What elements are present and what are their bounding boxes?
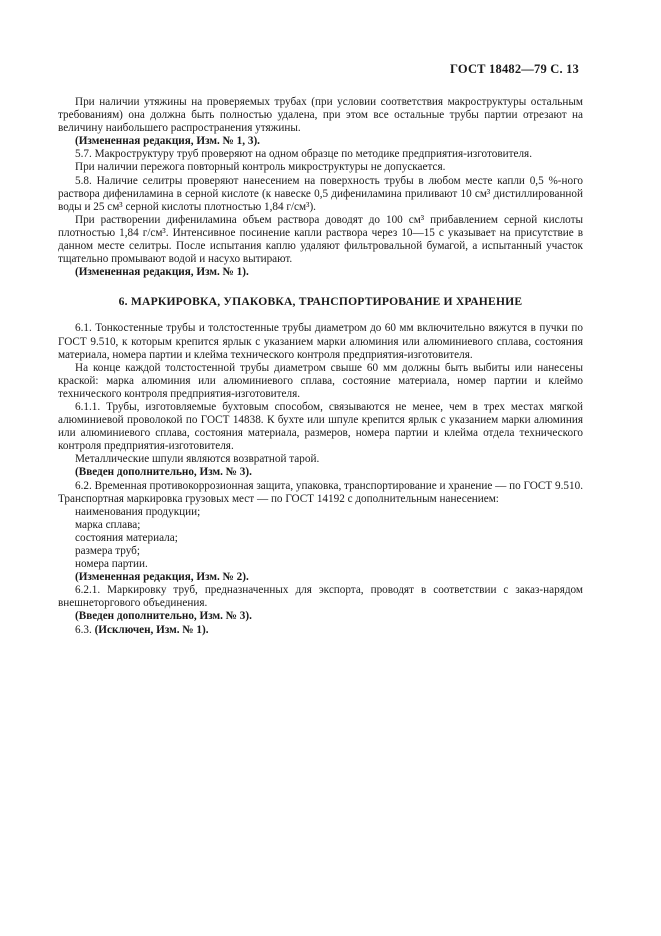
paragraph: 5.7. Макроструктуру труб проверяют на одном образце по методике предприятия-изготовителя. [75, 148, 532, 161]
amendment-note: (Измененная редакция, Изм. № 1). [75, 266, 249, 279]
paragraph: 6.2.1. Маркировку труб, предназначенных для экспорта, проводят в соответствии с заказ-нарядом внешнеторгового объединения. [58, 584, 583, 610]
paragraph: На конце каждой толстостенной трубы диаметром свыше 60 мм должны быть выбиты или нанесены краской: марка алюминия или алюминиевого сплава, состояние материала, номер партии и клеймо технического контроля предприятия-изготовителя. [58, 361, 583, 400]
paragraph: Металлические шпули являются возвратной тарой. [75, 453, 320, 466]
page-header: ГОСТ 18482—79 С. 13 [450, 62, 579, 76]
amendment-note: (Исключен, Изм. № 1). [94, 623, 209, 636]
marking-list [58, 506, 583, 571]
document-body [58, 96, 583, 637]
paragraph: 6.1. Тонкостенные трубы и толстостенные трубы диаметром до 60 мм включительно вяжутся в пучки по ГОСТ 9.510, к которым крепится ярлык с указанием марки алюминия или алюминиевого сплава, состояния материала, номера партии и клейма технического контроля предприятия-изготовителя. [58, 322, 583, 361]
list-item: номера партии. [75, 558, 148, 571]
list-item: марка сплава; [75, 518, 141, 531]
paragraph: 6.1.1. Трубы, изготовляемые бухтовым способом, связываются не менее, чем в трех местах мягкой алюминиевой проволокой по ГОСТ 14838. К бухте или шпуле крепится ярлык с указанием марки алюминия или алюминиевого сплава, состояния материала, размеров, номера партии и клейма отдела технического контроля предприятия-изготовителя. [58, 400, 583, 453]
amendment-note: (Введен дополнительно, Изм. № 3). [75, 466, 252, 479]
section-title: 6. МАРКИРОВКА, УПАКОВКА, ТРАНСПОРТИРОВАНИЕ И ХРАНЕНИЕ [118, 295, 523, 309]
paragraph: При наличии пережога повторный контроль микроструктуры не допускается. [75, 161, 446, 174]
list-item: размера труб; [75, 545, 140, 557]
paragraph-excluded [58, 624, 583, 637]
amendment-note: (Измененная редакция, Изм. № 2). [75, 571, 249, 584]
amendment-note: (Измененная редакция, Изм. № 1, 3). [75, 135, 260, 148]
clause-number: 6.3. [75, 623, 92, 636]
list-item: состояния материала; [75, 531, 178, 544]
list-item: наименования продукции; [75, 505, 201, 518]
paragraph: При наличии утяжины на проверяемых трубах (при условии соответствия макроструктуры остальным требованиям) она должна быть полностью удалена, при этом все остальные трубы партии отрезают на величину наибольшего распространения утяжины. [58, 96, 583, 135]
paragraph: При растворении дифениламина объем раствора доводят до 100 см³ прибавлением серной кислоты плотностью 1,84 г/см³. Интенсивное посинение капли раствора через 10—15 с указывает на присутствие в данном месте селитры. После испытания каплю удаляют фильтровальной бумагой, а испытанный участок тщательно промывают водой и насухо вытирают. [58, 213, 583, 266]
paragraph: 6.2. Временная противокоррозионная защита, упаковка, транспортирование и хранение — по ГОСТ 9.510. Транспортная маркировка грузовых мест — по ГОСТ 14192 с дополнительным нанесением: [58, 479, 583, 505]
paragraph: 5.8. Наличие селитры проверяют нанесением на поверхность трубы в любом месте капли 0,5 %-ного раствора дифениламина в серной кислоте (к навеске 0,5 дифениламина приливают 10 см³ дистиллированной воды и 25 см³ серной кислоты плотностью 1,84 г/см³). [58, 174, 583, 213]
amendment-note: (Введен дополнительно, Изм. № 3). [75, 610, 252, 623]
